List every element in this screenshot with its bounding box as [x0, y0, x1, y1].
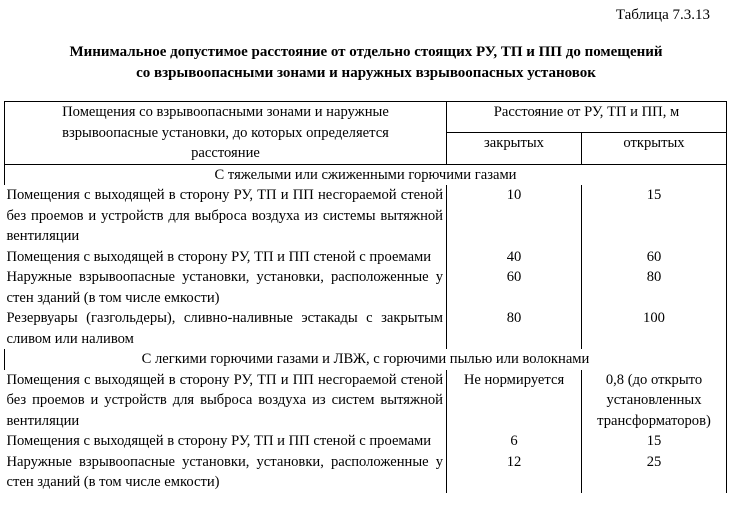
header-closed: закрытых: [447, 133, 582, 164]
row-open-value: 15: [582, 185, 727, 247]
row-description: Наружные взрывоопасные установки, установки, расположенные у стен зданий (в том числе емкости): [6, 453, 443, 490]
row-description: Резервуары (газгольдеры), сливно-наливные эстакады с закрытым сливом или наливом: [6, 310, 443, 347]
row-open-value: 60: [582, 247, 727, 268]
row-closed-value: 80: [447, 308, 582, 349]
table-row: [5, 267, 727, 308]
section-title-row: [5, 164, 727, 185]
row-open-value: 0,8 (до открыто установленных трансформаторов): [582, 370, 727, 432]
section-title: С тяжелыми или сжиженными горючими газами: [5, 164, 727, 185]
row-closed-value: 40: [447, 247, 582, 268]
row-closed-value: 6: [447, 431, 582, 452]
header-row: [5, 102, 727, 133]
row-description: Помещения с выходящей в сторону РУ, ТП и ПП несгораемой стеной без проемов и устройств для выброса воздуха из системы вытяжной вентиляции: [6, 187, 443, 244]
row-closed-value: Не нормируется: [447, 370, 582, 432]
row-description: Наружные взрывоопасные установки, установки, расположенные у стен зданий (в том числе емкости): [6, 269, 443, 306]
table-number: Таблица 7.3.13: [615, 7, 710, 23]
header-premises: Помещения со взрывоопасными зонами и наружные взрывоопасные установки, до которых определяется расстояние: [5, 102, 447, 165]
table-row: [5, 308, 727, 349]
title-line-1: Минимальное допустимое расстояние от отдельно стоящих РУ, ТП и ПП до помещений: [69, 44, 663, 60]
row-open-value: 80: [582, 267, 727, 308]
distance-table: [4, 101, 727, 493]
row-closed-value: 60: [447, 267, 582, 308]
section-title-row: [5, 349, 727, 370]
row-description: Помещения с выходящей в сторону РУ, ТП и ПП стеной с проемами: [6, 248, 432, 265]
row-closed-value: 10: [447, 185, 582, 247]
table-row: [5, 431, 727, 452]
header-open: открытых: [582, 133, 727, 164]
distance-table-container: [4, 101, 727, 493]
row-closed-value: 12: [447, 452, 582, 493]
row-description: Помещения с выходящей в сторону РУ, ТП и ПП стеной с проемами: [6, 433, 432, 449]
table-row: [5, 370, 727, 432]
table-row: [5, 185, 727, 247]
table-title: [0, 42, 732, 84]
title-line-2: со взрывоопасными зонами и наружных взрывоопасных установок: [136, 65, 596, 81]
row-open-value: 15: [582, 431, 727, 452]
row-open-value: 25: [582, 452, 727, 493]
table-row: [5, 247, 727, 268]
table-row: [5, 452, 727, 493]
section-title: С легкими горючими газами и ЛВЖ, с горючими пылью или волокнами: [5, 349, 727, 370]
header-distance: Расстояние от РУ, ТП и ПП, м: [447, 102, 727, 133]
row-description: Помещения с выходящей в сторону РУ, ТП и ПП несгораемой стеной без проемов и устройств для выброса воздуха из систем вытяжной вентиляции: [6, 371, 443, 429]
row-open-value: 100: [582, 308, 727, 349]
